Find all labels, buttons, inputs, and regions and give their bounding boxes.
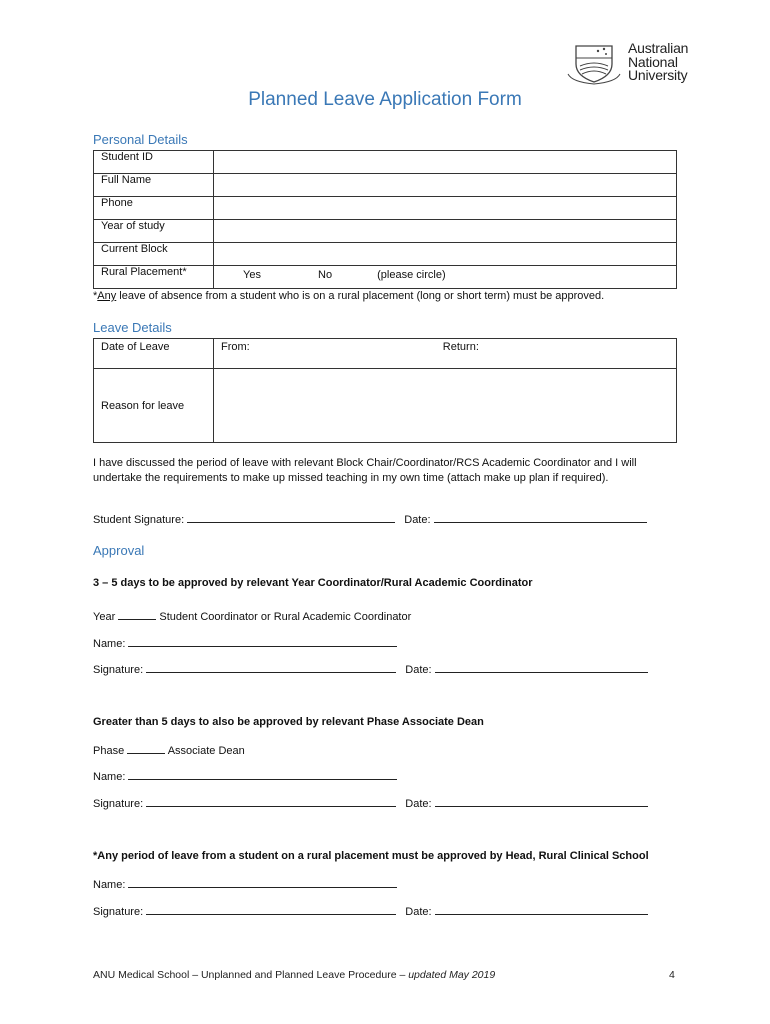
anu-crest-icon [566,42,624,86]
university-name-line: Australian [628,40,689,56]
row-label: Reason for leave [94,369,214,443]
form-title: Planned Leave Application Form [248,89,522,110]
anu-logo [566,42,696,86]
signature-label: Signature: [93,798,144,810]
current-block-field[interactable] [214,243,677,266]
year-label: Year [93,611,116,623]
rural-placement-field [214,266,677,289]
date-line[interactable] [435,904,648,915]
approval-heading: Approval [93,543,145,558]
reason-field[interactable] [214,369,677,443]
associate-dean-label: Associate Dean [167,745,245,757]
row-label: Date of Leave [94,339,214,369]
phase-dean-row [93,743,245,757]
return-label: Return: [442,341,479,353]
signature-line[interactable] [146,796,396,807]
table-row [94,220,677,243]
year-coordinator-row [93,609,411,623]
date-line[interactable] [435,796,648,807]
footer-text [93,969,495,981]
university-name-line: National [628,53,678,70]
table-row [94,369,677,443]
footer-main: ANU Medical School – Unplanned and Planned Leave Procedure – [93,969,409,981]
footer-updated: updated May 2019 [408,969,496,981]
table-row [94,151,677,174]
year-of-study-field[interactable] [214,220,677,243]
name-line[interactable] [128,877,397,888]
student-signature-label: Student Signature: [93,514,185,526]
rural-option-hint: (please circle) [377,269,446,281]
leave-details-table [93,338,677,443]
phase-label: Phase [93,745,125,757]
signature-row [93,662,648,676]
rural-option-yes[interactable]: Yes [243,269,261,281]
signature-label: Signature: [93,906,144,918]
table-row [94,174,677,197]
name-label: Name: [93,638,126,650]
row-label: Phone [94,197,214,220]
note-prefix: * [93,290,98,302]
personal-details-table [93,150,677,289]
name-row [93,877,397,891]
rural-option-no[interactable]: No [318,269,333,281]
phase-line[interactable] [127,743,165,754]
year-coordinator-label: Student Coordinator or Rural Academic Coordinator [159,611,412,623]
table-row [94,243,677,266]
note-underlined: Any [97,290,117,302]
name-label: Name: [93,879,126,891]
signature-line[interactable] [146,904,396,915]
signature-label: Signature: [93,664,144,676]
date-label: Date: [405,664,432,676]
university-name [628,42,688,83]
row-label: Year of study [94,220,214,243]
phone-field[interactable] [214,197,677,220]
leave-details-heading: Leave Details [93,320,172,335]
note-rest: leave of absence from a student who is on a rural placement (long or short term) must be approved. [116,290,605,302]
table-row [94,339,677,369]
student-signature-row [93,512,647,526]
year-line[interactable] [118,609,156,620]
personal-details-heading: Personal Details [93,132,188,147]
name-row [93,636,397,650]
row-label: Full Name [94,174,214,197]
table-row [94,266,677,289]
date-label: Date: [404,514,431,526]
row-label: Current Block [94,243,214,266]
date-line[interactable] [435,662,648,673]
university-name-line: University [628,67,688,83]
student-date-line[interactable] [434,512,647,523]
row-label: Rural Placement* [94,266,214,289]
date-label: Date: [405,906,432,918]
name-line[interactable] [128,769,397,780]
full-name-field[interactable] [214,174,677,197]
row-label: Student ID [94,151,214,174]
from-label: From: [221,341,250,353]
student-id-field[interactable] [214,151,677,174]
leave-dates-field[interactable] [214,339,677,369]
table-row [94,197,677,220]
declaration-text: I have discussed the period of leave with relevant Block Chair/Coordinator/RCS Academic Coordinator and I will undertake the requirements to make up missed teaching in my own time (attach make up plan if required). [93,457,637,484]
name-label: Name: [93,771,126,783]
signature-row [93,796,648,810]
approval-block2-title: Greater than 5 days to also be approved by relevant Phase Associate Dean [93,716,484,728]
name-row [93,769,397,783]
signature-row [93,904,648,918]
page-number: 4 [669,969,675,981]
student-signature-line[interactable] [187,512,395,523]
approval-block3-title: *Any period of leave from a student on a rural placement must be approved by Head, Rural Clinical School [93,850,649,862]
signature-line[interactable] [146,662,396,673]
date-label: Date: [405,798,432,810]
approval-block1-title: 3 – 5 days to be approved by relevant Year Coordinator/Rural Academic Coordinator [93,577,533,589]
name-line[interactable] [128,636,397,647]
rural-note [93,290,604,302]
